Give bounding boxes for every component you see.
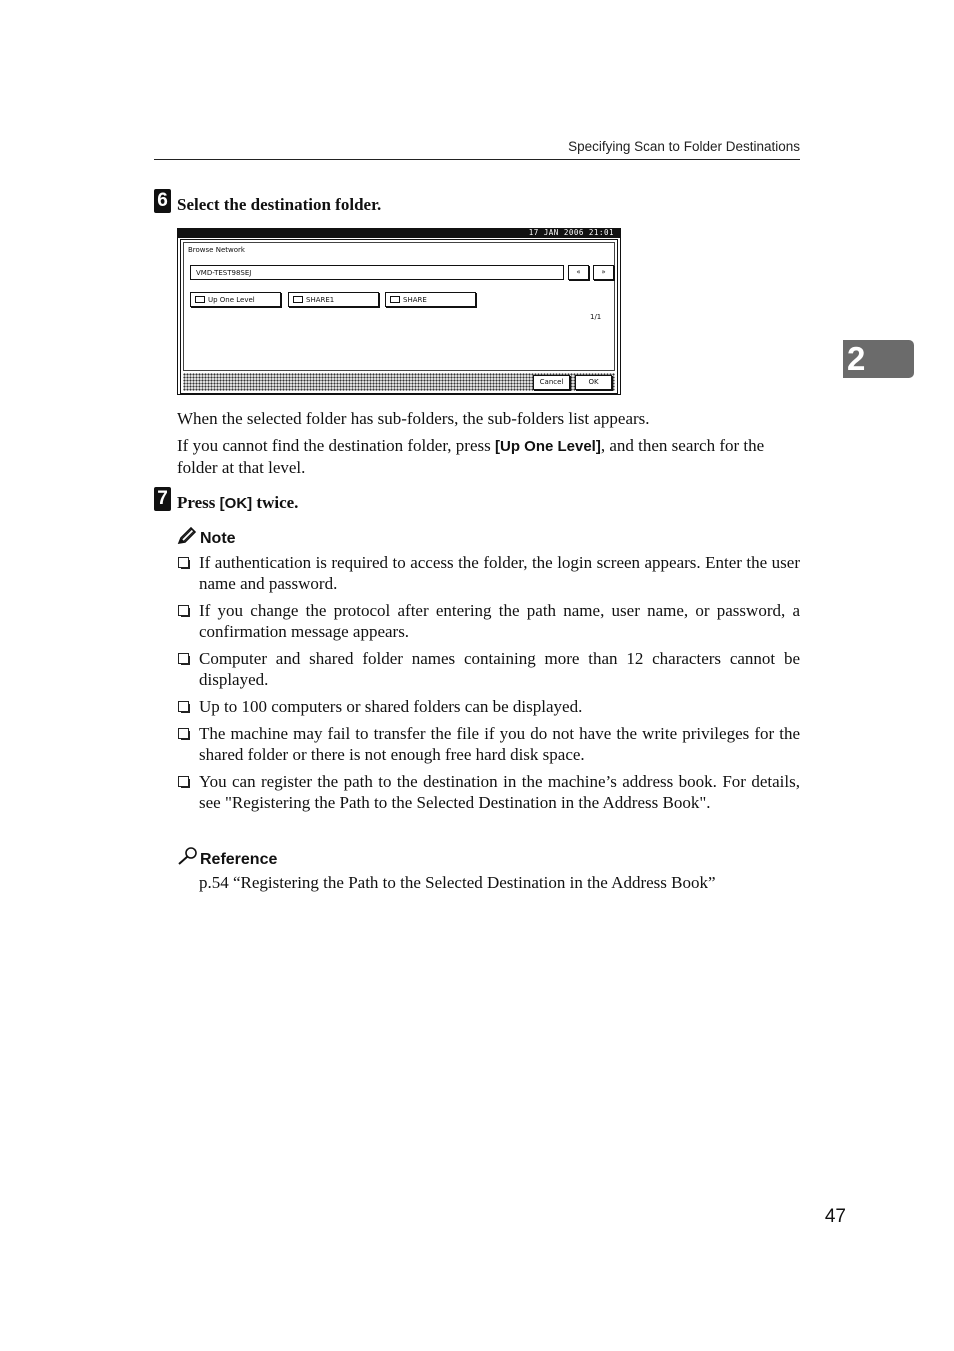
browse-network-screenshot	[177, 228, 621, 395]
up-one-level-button[interactable]	[190, 292, 281, 307]
running-head: Specifying Scan to Folder Destinations	[568, 139, 800, 154]
step-title-7-prefix: Press	[177, 493, 220, 512]
pencil-icon	[177, 526, 197, 546]
step6-paragraph-2-suffix: , and then search for the folder at that level.	[177, 436, 765, 477]
step-number-6: 6	[154, 189, 171, 213]
previous-button[interactable]: «	[568, 265, 589, 280]
header-rule	[154, 159, 800, 160]
ok-button[interactable]: OK	[575, 375, 612, 390]
chapter-tab	[843, 340, 914, 378]
checkbox-bullet-icon	[178, 557, 189, 568]
note-item: If you change the protocol after entering the path name, user name, or password, a confirmation message appears.	[177, 600, 800, 642]
ok-key: [OK]	[219, 495, 253, 512]
folder-up-icon	[195, 296, 205, 303]
path-field[interactable]	[190, 265, 564, 280]
folder-share1-button[interactable]	[288, 292, 379, 307]
reference-link-text: p.54 “Registering the Path to the Selected Destination in the Address Book”	[199, 873, 716, 892]
checkbox-bullet-icon	[178, 728, 189, 739]
note-item: Computer and shared folder names containing more than 12 characters cannot be displayed.	[177, 648, 800, 690]
screen-inner-panel	[183, 242, 615, 371]
magnifier-icon	[177, 846, 199, 866]
note-item: If authentication is required to access the folder, the login screen appears. Enter the user name and password.	[177, 552, 800, 594]
note-item: You can register the path to the destination in the machine’s address book. For details, see "Registering the Path to the Selected Destination in the Address Book".	[177, 771, 800, 813]
status-bar	[178, 229, 620, 238]
checkbox-bullet-icon	[178, 776, 189, 787]
folder-label: Up One Level	[208, 296, 255, 304]
chapter-number: 2	[847, 340, 866, 377]
step6-paragraph-2-prefix: If you cannot find the destination folder, press	[177, 436, 495, 455]
folder-label: SHARE1	[306, 296, 335, 304]
note-heading: Note	[200, 530, 236, 547]
reference-heading: Reference	[200, 851, 278, 868]
step6-paragraph-1: When the selected folder has sub-folders, the sub-folders list appears.	[177, 409, 650, 428]
screen-frame	[180, 239, 618, 394]
next-button[interactable]: »	[593, 265, 614, 280]
step6-paragraph-2	[177, 435, 800, 478]
screen-title: Browse Network	[188, 246, 245, 254]
checkbox-bullet-icon	[178, 605, 189, 616]
clock-display: 17 JAN 2006 21:01	[528, 228, 614, 237]
folder-icon	[390, 296, 400, 303]
step-number-7: 7	[154, 487, 171, 511]
folder-share-button[interactable]	[385, 292, 476, 307]
folder-label: SHARE	[403, 296, 427, 304]
page-indicator: 1/1	[590, 313, 602, 321]
cancel-button[interactable]: Cancel	[533, 375, 570, 390]
folder-icon	[293, 296, 303, 303]
step-title-6: Select the destination folder.	[177, 195, 382, 214]
page-number: 47	[824, 1206, 846, 1227]
note-item: The machine may fail to transfer the file if you do not have the write privileges for the shared folder or there is not enough free hard disk space.	[177, 723, 800, 765]
checkbox-bullet-icon	[178, 653, 189, 664]
up-one-level-key: [Up One Level]	[495, 438, 601, 455]
path-value: VMD-TEST98SEJ	[196, 269, 252, 277]
note-item: Up to 100 computers or shared folders can be displayed.	[177, 696, 800, 717]
checkbox-bullet-icon	[178, 701, 189, 712]
step-title-7	[177, 493, 298, 513]
step-title-7-suffix: twice.	[252, 493, 299, 512]
